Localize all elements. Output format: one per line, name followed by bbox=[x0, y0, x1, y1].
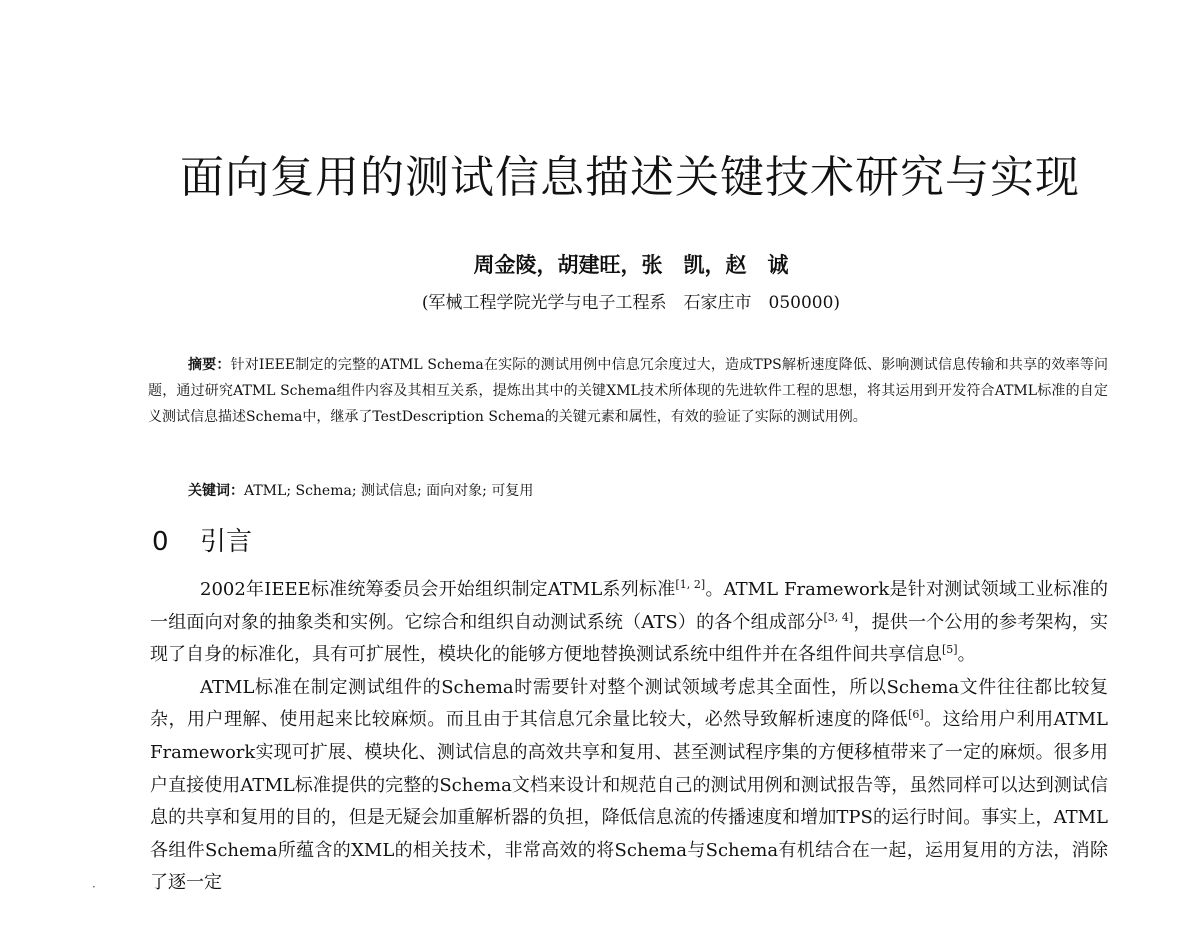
citation-3-4: [3, 4] bbox=[823, 610, 854, 624]
section-number: 0 bbox=[152, 527, 169, 557]
keywords-label: 关键词： bbox=[188, 483, 244, 499]
citation-1-2: [1, 2] bbox=[675, 578, 706, 591]
citation-6: [6] bbox=[908, 708, 924, 722]
author-list: 周金陵，胡建旺，张 凯，赵 诚 bbox=[473, 252, 789, 277]
abstract bbox=[148, 352, 1108, 430]
citation-5: [5] bbox=[942, 643, 958, 657]
keywords-text: ATML; Schema; 测试信息; 面向对象; 可复用 bbox=[244, 483, 534, 499]
section-title: 引言 bbox=[200, 527, 253, 557]
body-text bbox=[150, 574, 1108, 900]
section-heading bbox=[152, 524, 252, 560]
paper-title: 面向复用的测试信息描述关键技术研究与实现 bbox=[180, 152, 1080, 203]
paragraph-1: 2002年IEEE标准统筹委员会开始组织制定ATML系列标准[1, 2]。ATML Framework是针对测试领域工业标准的一组面向对象的抽象类和实例。它综合和组织自动测试系统（ATS）的各个组成部分[3, 4]，提供一个公用的参考架构，实现了自身的标准化，具有可扩展性，模块化的能够方便地替换测试系统中组件并在各组件间共享信息[5]。 bbox=[150, 578, 1108, 666]
author-affiliation: (军械工程学院光学与电子工程系 石家庄市 050000) bbox=[421, 293, 841, 313]
abstract-text: 针对IEEE制定的完整的ATML Schema在实际的测试用例中信息冗余度过大，造成TPS解析速度降低、影响测试信息传输和共享的效率等问题，通过研究ATML Schema组件内容及其相互关系，提炼出其中的关键XML技术所体现的先进软件工程的思想，将其运用到开发符合ATML标准的自定义测试信息描述Schema中，继承了TestDescription Schema的关键元素和属性，有效的验证了实际的测试用例。 bbox=[148, 357, 1109, 425]
keywords bbox=[188, 478, 1108, 504]
abstract-label: 摘要： bbox=[188, 357, 231, 373]
margin-mark: · bbox=[92, 880, 96, 894]
paragraph-2: ATML标准在制定测试组件的Schema时需要针对整个测试领域考虑其全面性，所以Schema文件往往都比较复杂，用户理解、使用起来比较麻烦。而且由于其信息冗余量比较大，必然导致解析速度的降低[6]。这给用户利用ATML Framework实现可扩展、模块化、测试信息的高效共享和复用、甚至测试程序集的方便移植带来了一定的麻烦。很多用户直接使用ATML标准提供的完整的Schema文档来设计和规范自己的测试用例和测试报告等，虽然同样可以达到测试信息的共享和复用的目的，但是无疑会加重解析器的负担，降低信息流的传播速度和增加TPS的运行时间。事实上，ATML各组件Schema所蕴含的XML的相关技术，非常高效的将Schema与Schema有机结合在一起，运用复用的方法，消除了逐一定 bbox=[150, 676, 1108, 894]
